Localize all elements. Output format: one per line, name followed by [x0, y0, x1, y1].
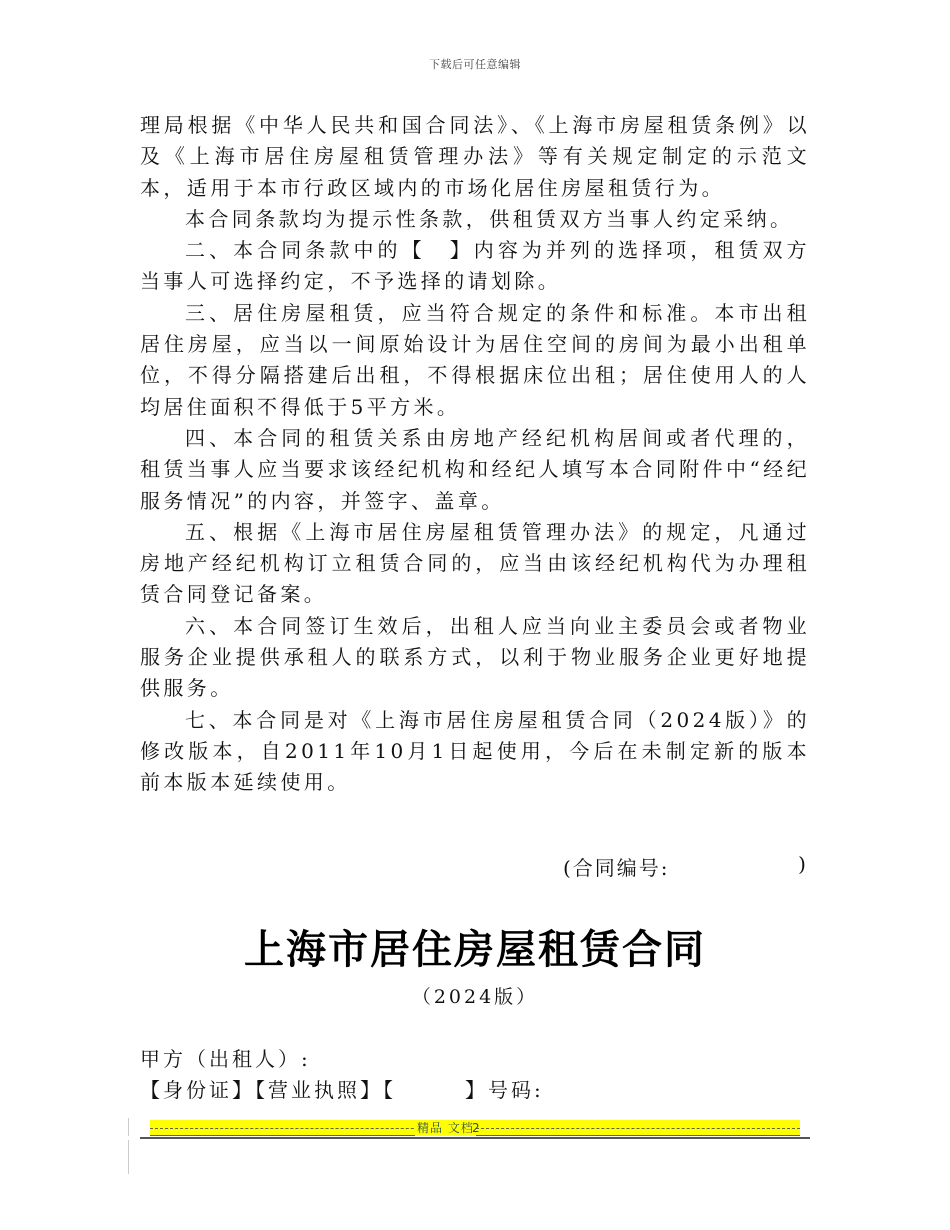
contract-number-close: ) — [798, 852, 808, 876]
paragraph-note: 本合同条款均为提示性条款，供租赁双方当事人约定采纳。 — [185, 206, 794, 231]
document-body — [140, 110, 810, 799]
paragraph-intro: 理局根据《中华人民共和国合同法》、《上海市房屋租赁条例》以及《上海市居住房屋租赁管理办法》等有关规定制定的示范文本，适用于本市行政区域内的市场化居住房屋租赁行为。 — [140, 113, 810, 200]
paragraph-item-3: 三、居住房屋租赁，应当符合规定的条件和标准。本市出租居住房屋，应当以一间原始设计为居住空间的房间为最小出租单位，不得分隔搭建后出租，不得根据床位出租；居住使用人的人均居住面积不得低于5平方米。 — [140, 300, 810, 419]
paragraph-item-2: 二、本合同条款中的【 】内容为并列的选择项，租赁双方当事人可选择约定，不予选择的请划除。 — [140, 238, 810, 294]
margin-marker — [128, 1140, 129, 1174]
margin-marker — [128, 1118, 129, 1136]
contract-number-label: (合同编号: — [563, 856, 670, 880]
footer-highlight-bar — [150, 1120, 800, 1136]
page-bottom-rule — [140, 1137, 810, 1139]
paragraph-item-5: 五、根据《上海市居住房屋租赁管理办法》的规定，凡通过房地产经纪机构订立租赁合同的，应当由该经纪机构代为办理租赁合同登记备案。 — [140, 519, 810, 607]
header-note: 下载后可任意编辑 — [429, 58, 521, 71]
paragraph-item-7: 七、本合同是对《上海市居住房屋租赁合同（2024版）》的修改版本，自2011年10月1日起使用，今后在未制定新的版本前本版本延续使用。 — [140, 707, 810, 795]
party-a-id-line: 【身份证】【营业执照】【 】号码: — [140, 1078, 544, 1102]
footer-label: 精品 文档 — [417, 1121, 474, 1135]
party-a-label: 甲方（出租人）: — [140, 1047, 311, 1071]
document-title: 上海市居住房屋租赁合同 — [244, 926, 706, 973]
paragraph-item-4: 四、本合同的租赁关系由房地产经纪机构居间或者代理的，租赁当事人应当要求该经纪机构和经纪人填写本合同附件中“经纪服务情况”的内容，并签字、盖章。 — [140, 425, 810, 513]
paragraph-item-6: 六、本合同签订生效后，出租人应当向业主委员会或者物业服务企业提供承租人的联系方式，以利于物业服务企业更好地提供服务。 — [140, 613, 810, 701]
document-edition: （2024版） — [411, 986, 539, 1008]
contract-number — [563, 852, 808, 881]
footer-page-number: 2 — [472, 1121, 480, 1135]
